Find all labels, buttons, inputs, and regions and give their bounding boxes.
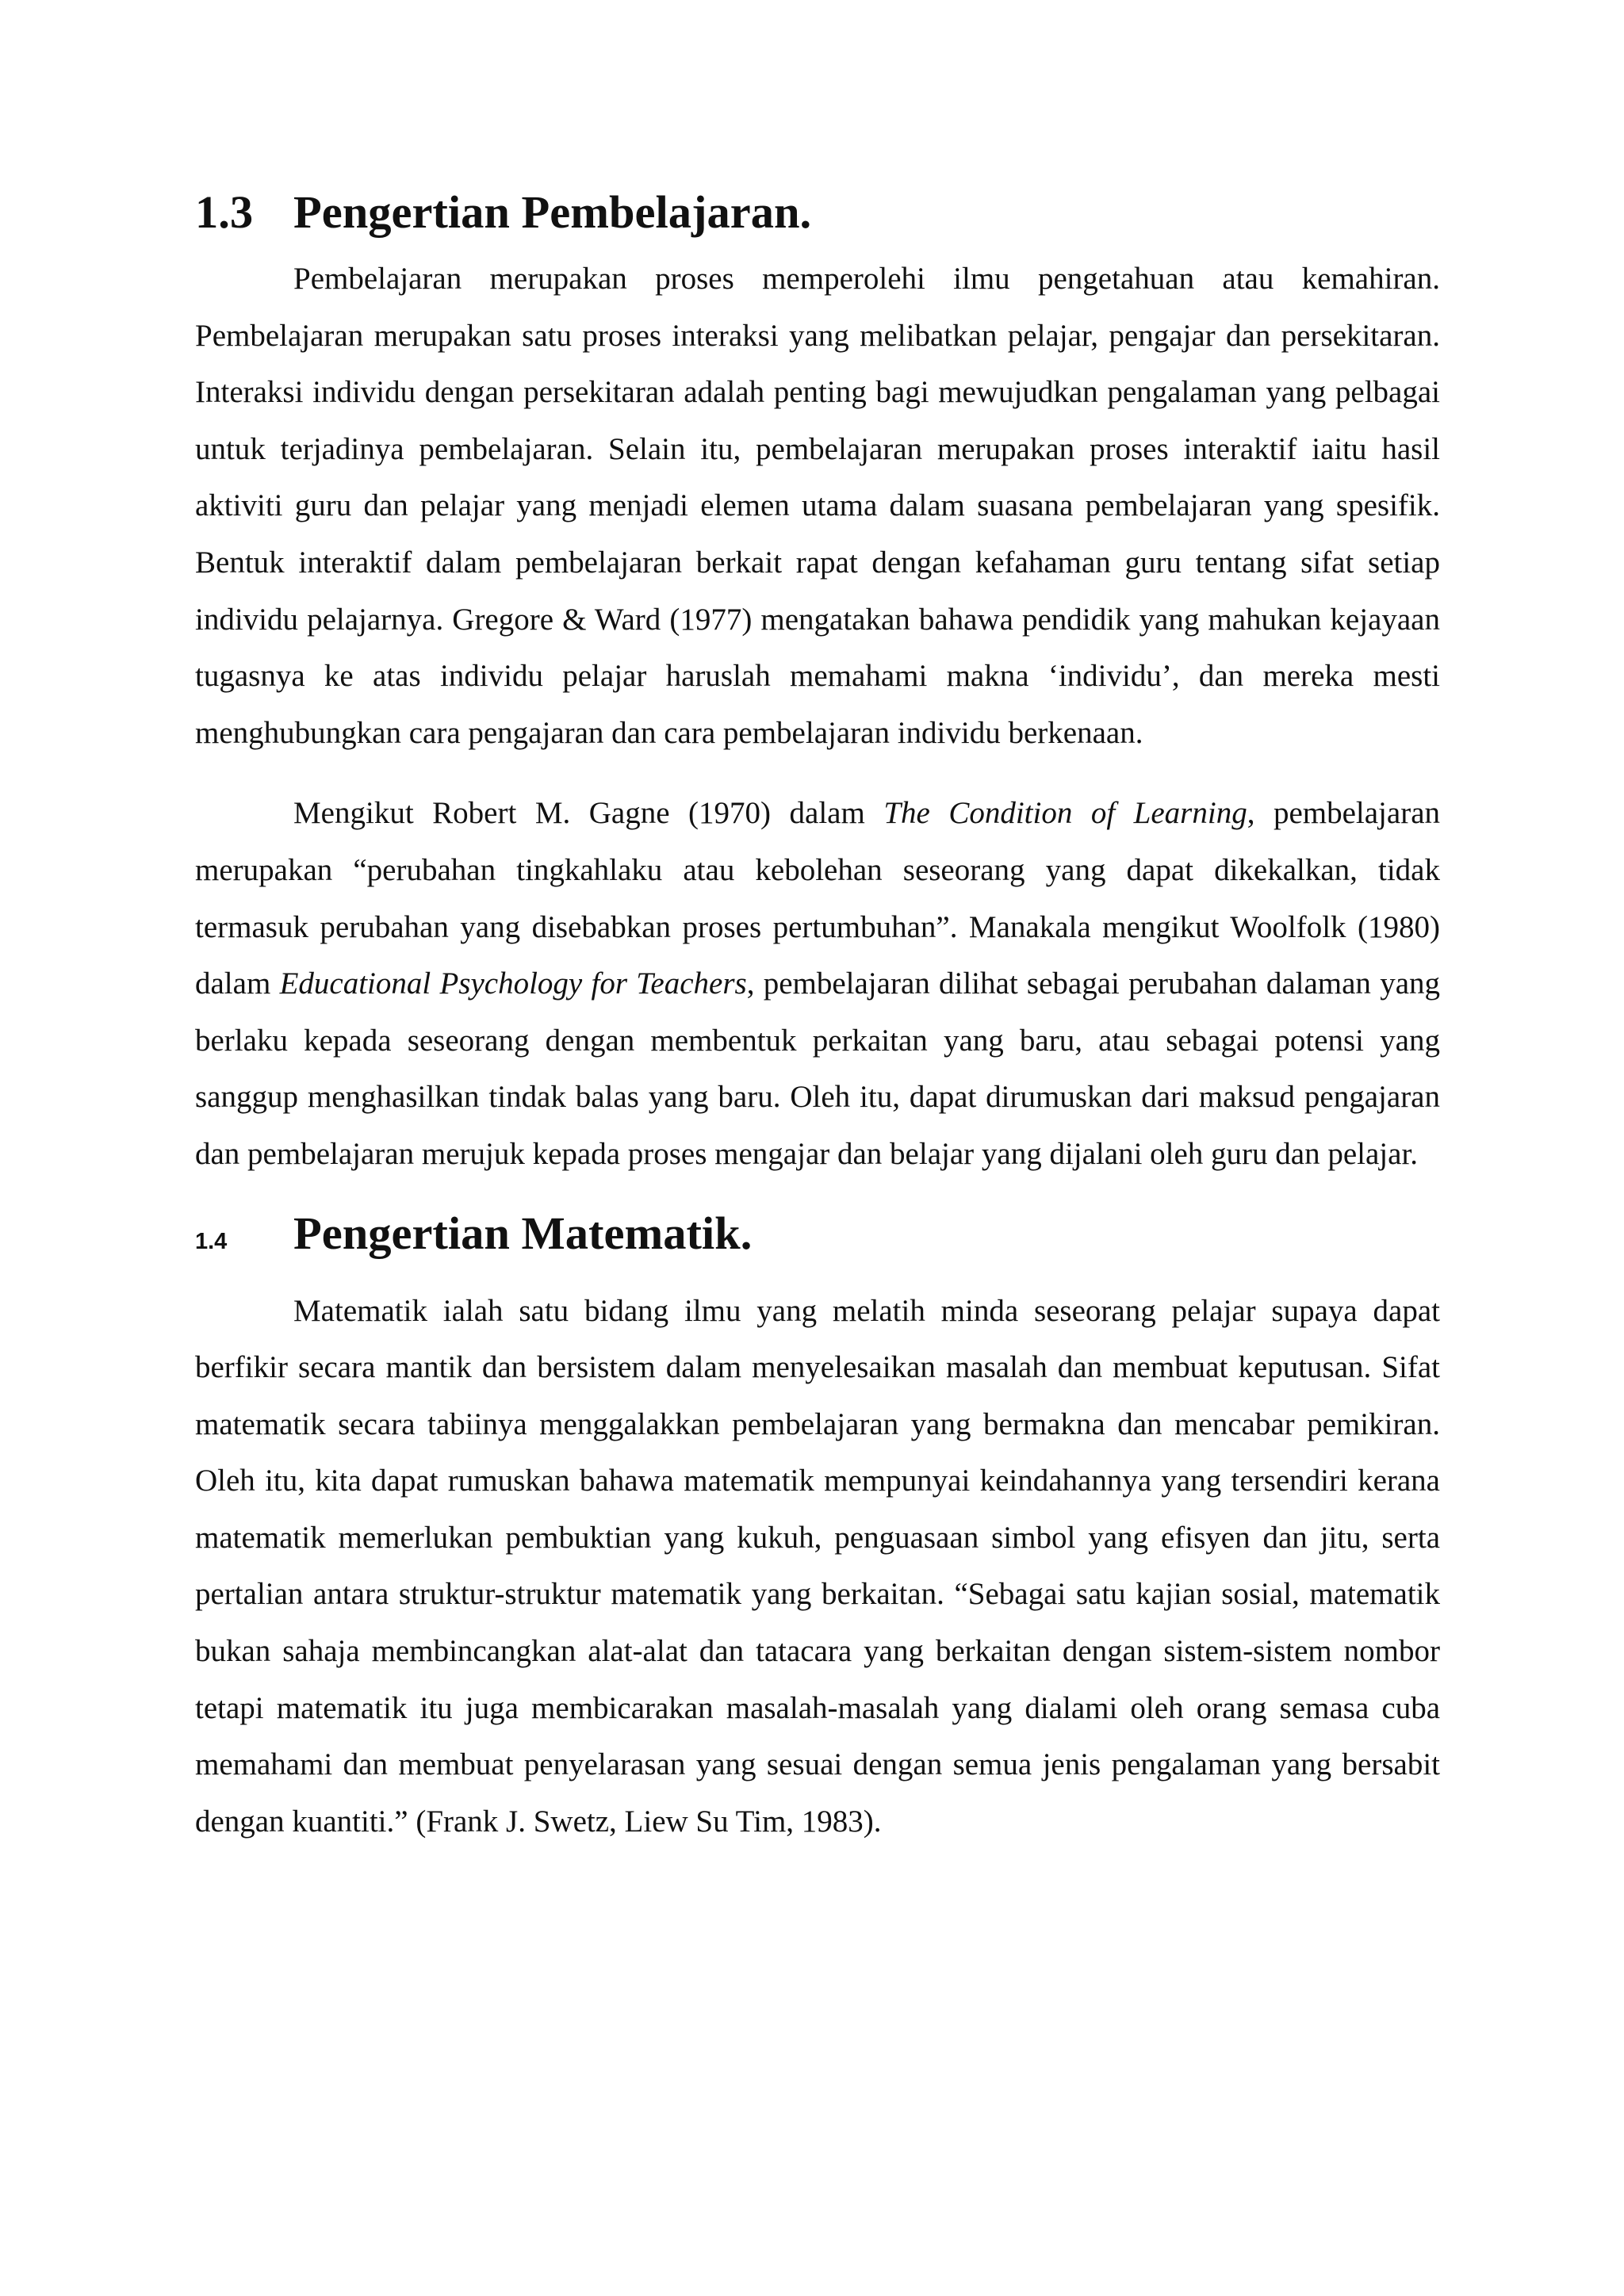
paragraph-matematik: Matematik ialah satu bidang ilmu yang melatih minda seseorang pelajar supaya dapat berfikir secara mantik dan bersistem dalam menyelesaikan masalah dan membuat keputusan. Sifat matematik secara tabiinya menggalakkan pembelajaran yang bermakna dan mencabar pemikiran. Oleh itu, kita dapat rumuskan bahawa matematik mempunyai keindahannya yang tersendiri kerana matematik memerlukan pembuktian yang kukuh, penguasaan simbol yang efisyen dan jitu, serta pertalian antara struktur-struktur matematik yang berkaitan. “Sebagai satu kajian sosial, matematik bukan sahaja membincangkan alat-alat dan tatacara yang berkaitan dengan sistem-sistem nombor tetapi matematik itu juga membicarakan masalah-masalah yang dialami oleh orang semasa cuba memahami dan membuat penyelarasan yang sesuai dengan semua jenis pengalaman yang bersabit dengan kuantiti.” (Frank J. Swetz, Liew Su Tim, 1983). — [195, 1293, 1440, 1839]
book-title-condition-of-learning: The Condition of Learning — [883, 796, 1247, 831]
paragraph-pembelajaran-1: Pembelajaran merupakan proses memperolehi ilmu pengetahuan atau kemahiran. Pembelajaran merupakan satu proses interaksi yang melibatkan pelajar, pengajar dan persekitaran. Interaksi individu dengan persekitaran adalah penting bagi mewujudkan pengalaman yang pelbagai untuk terjadinya pembelajaran. Selain itu, pembelajaran merupakan proses interaktif iaitu hasil aktiviti guru dan pelajar yang menjadi elemen utama dalam suasana pembelajaran yang spesifik. Bentuk interaktif dalam pembelajaran berkait rapat dengan kefahaman guru tentang sifat setiap individu pelajarnya. Gregore & Ward (1977) mengatakan bahawa pendidik yang mahukan kejayaan tugasnya ke atas individu pelajar haruslah memahami makna ‘individu’, dan mereka mesti menghubungkan cara pengajaran dan cara pembelajaran individu berkenaan. — [195, 262, 1440, 750]
section-number: 1.4 — [195, 1228, 228, 1254]
section-number: 1.3 — [195, 186, 254, 238]
paragraph-text-segment: , pembelajaran dilihat sebagai perubahan dalaman yang berlaku kepada seseorang dengan membentuk perkaitan yang baru, atau sebagai potensi yang sanggup menghasilkan tindak balas yang baru. Oleh itu, dapat dirumuskan dari maksud pengajaran dan pembelajaran merujuk kepada proses mengajar dan belajar yang dijalani oleh guru dan pelajar. — [195, 966, 1441, 1171]
document-page — [195, 181, 1440, 1850]
paragraph-text-segment: , pembelajaran merupakan “perubahan tingkahlaku atau kebolehan seseorang yang dapat dikekalkan, tidak termasuk perubahan yang disebabkan proses pertumbuhan”. Manakala mengikut Woolfolk (1980) dalam — [195, 796, 1441, 1001]
section-heading-1-3 — [195, 181, 1440, 244]
section-title: Pengertian Matematik. — [293, 1207, 753, 1259]
paragraph-text-segment: Mengikut Robert M. Gagne (1970) dalam — [293, 796, 884, 831]
book-title-educational-psychology: Educational Psychology for Teachers — [279, 966, 747, 1001]
section-title: Pengertian Pembelajaran. — [293, 186, 812, 238]
section-heading-1-4 — [195, 1202, 1440, 1273]
paragraph-pembelajaran-2 — [195, 785, 1440, 1182]
